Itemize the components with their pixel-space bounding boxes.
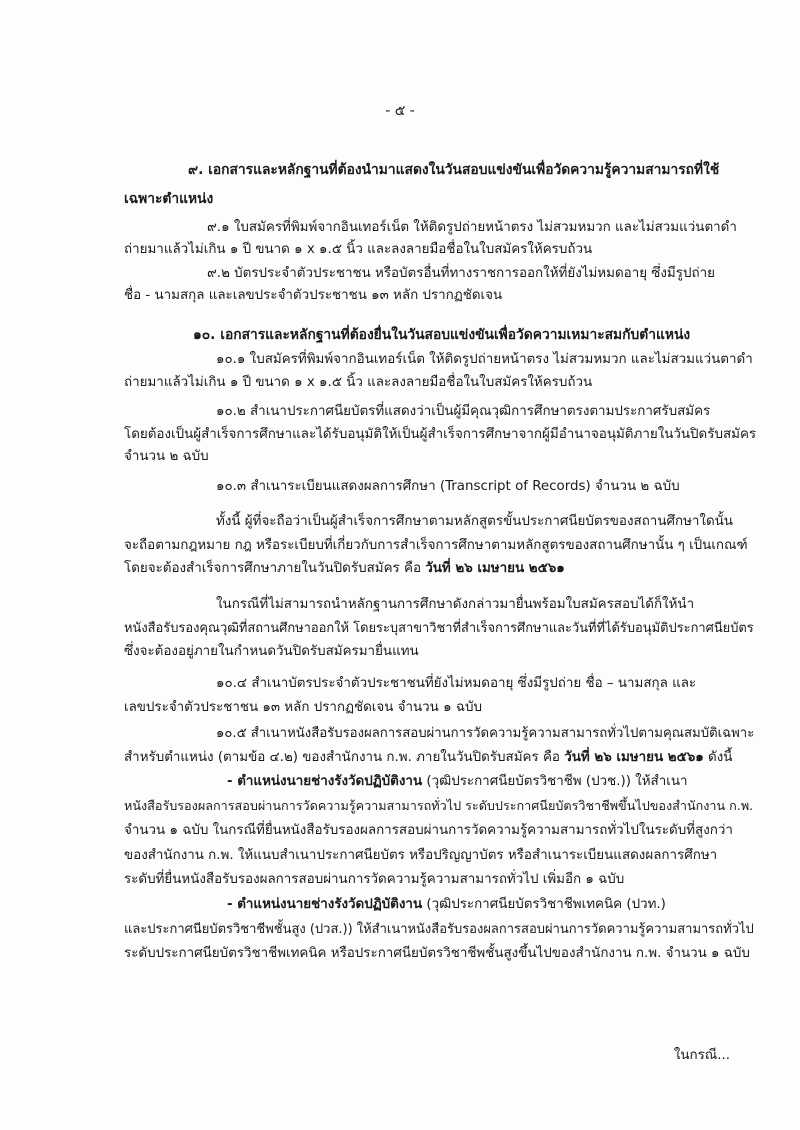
section-9-heading-cont: เฉพาะตำแหน่ง bbox=[124, 191, 214, 207]
para-note-line-3-text: โดยจะต้องสำเร็จการศึกษาภายในวันปิดรับสมัคร คือ bbox=[124, 561, 426, 576]
para-10-5-line-1: ๑๐.๕ สำเนาหนังสือรับรองผลการสอบผ่านการวัดความรู้ความสามารถทั่วไปตามคุณสมบัติเฉพาะ bbox=[216, 726, 755, 741]
para-10-2-line-1: ๑๐.๒ สำเนาประกาศนียบัตรที่แสดงว่าเป็นผู้มีคุณวุฒิการศึกษาตรงตามประกาศรับสมัคร bbox=[216, 404, 711, 419]
section-10-heading: ๑๐. เอกสารและหลักฐานที่ต้องยื่นในวันสอบแข่งขันเพื่อวัดความเหมาะสมกับตำแหน่ง bbox=[193, 327, 691, 343]
bullet-1-line-4: ของสำนักงาน ก.พ. ให้แนบสำเนาประกาศนียบัตร หรือปริญญาบัตร หรือสำเนาระเบียนแสดงผลการศึกษา bbox=[124, 848, 718, 863]
para-10-3-line-1: ๑๐.๓ สำเนาระเบียนแสดงผลการศึกษา (Transcript of Records) จำนวน ๒ ฉบับ bbox=[216, 479, 680, 494]
para-10-2-line-2: โดยต้องเป็นผู้สำเร็จการศึกษาและได้รับอนุมัติให้เป็นผู้สำเร็จการศึกษาจากผู้มีอำนาจอนุมัติภายในวันปิดรับสมัคร bbox=[124, 427, 757, 442]
bullet-1-position: - ตำแหน่งนายช่างรังวัดปฏิบัติงาน bbox=[227, 774, 423, 789]
para-10-1-line-1: ๑๐.๑ ใบสมัครที่พิมพ์จากอินเทอร์เน็ต ให้ติดรูปถ่ายหน้าตรง ไม่สวมหมวก และไม่สวมแว่นตาดำ bbox=[216, 352, 753, 367]
para-alt-line-1: ในกรณีที่ไม่สามารถนำหลักฐานการศึกษาดังกล่าวมายื่นพร้อมใบสมัครสอบได้ก็ให้นำ bbox=[216, 597, 695, 612]
deadline-date: วันที่ ๒๖ เมษายน ๒๕๖๑ bbox=[425, 561, 565, 576]
bullet-2-line-3: ระดับประกาศนียบัตรวิชาชีพเทคนิค หรือประกาศนียบัตรวิชาชีพชั้นสูงขึ้นไปของสำนักงาน ก.พ. จำนวน ๑ ฉบับ bbox=[124, 946, 750, 961]
para-10-5-line-2-end: ดังนี้ bbox=[703, 750, 733, 765]
para-10-5-line-2 bbox=[124, 748, 732, 768]
para-9-1-line-1: ๙.๑ ใบสมัครที่พิมพ์จากอินเทอร์เน็ต ให้ติดรูปถ่ายหน้าตรง ไม่สวมหมวก และไม่สวมแว่นตาดำ bbox=[207, 220, 737, 235]
bullet-1-line-2: หนังสือรับรองผลการสอบผ่านการวัดความรู้ความสามารถทั่วไป ระดับประกาศนียบัตรวิชาชีพขึ้นไปของสำนักงาน ก.พ. bbox=[124, 798, 754, 813]
para-alt-line-2: หนังสือรับรองคุณวุฒิที่สถานศึกษาออกให้ โดยระบุสาขาวิชาที่สำเร็จการศึกษาและวันที่ที่ได้รับอนุมัติประกาศนียบัตร bbox=[124, 621, 754, 636]
para-alt-line-3: ซึ่งจะต้องอยู่ภายในกำหนดวันปิดรับสมัครมายื่นแทน bbox=[124, 644, 419, 659]
bullet-1-qualification: (วุฒิประกาศนียบัตรวิชาชีพ (ปวช.)) ให้สำเนา bbox=[422, 774, 688, 789]
bullet-2-line-2: และประกาศนียบัตรวิชาชีพชั้นสูง (ปวส.)) ให้สำเนาหนังสือรับรองผลการสอบผ่านการวัดความรู้ความสามารถทั่วไป bbox=[124, 922, 754, 937]
bullet-1-line-5: ระดับที่ยื่นหนังสือรับรองผลการสอบผ่านการวัดความรู้ความสามารถทั่วไป เพิ่มอีก ๑ ฉบับ bbox=[124, 872, 625, 887]
para-10-5-line-2-text: สำหรับตำแหน่ง (ตามข้อ ๔.๒) ของสำนักงาน ก.พ. ภายในวันปิดรับสมัคร คือ bbox=[124, 750, 565, 765]
para-10-4-line-2: เลขประจำตัวประชาชน ๑๓ หลัก ปรากฏชัดเจน จำนวน ๑ ฉบับ bbox=[124, 700, 482, 715]
continuation-note: ในกรณี... bbox=[673, 1048, 730, 1063]
page-number: - ๕ - bbox=[385, 103, 415, 119]
deadline-date-2: วันที่ ๒๖ เมษายน ๒๕๖๑ bbox=[564, 750, 704, 765]
bullet-1-line-3: จำนวน ๑ ฉบับ ในกรณีที่ยื่นหนังสือรับรองผลการสอบผ่านการวัดความรู้ความสามารถทั่วไปในระดับที่สูงกว่า bbox=[124, 823, 733, 838]
bullet-2-qualification: (วุฒิประกาศนียบัตรวิชาชีพเทคนิค (ปวท.) bbox=[422, 897, 666, 912]
para-10-2-line-3: จำนวน ๒ ฉบับ bbox=[124, 449, 209, 464]
bullet-2-line-1 bbox=[227, 895, 666, 915]
para-9-1-line-2: ถ่ายมาแล้วไม่เกิน ๑ ปี ขนาด ๑ x ๑.๕ นิ้ว และลงลายมือชื่อในใบสมัครให้ครบถ้วน bbox=[124, 242, 593, 257]
para-10-1-line-2: ถ่ายมาแล้วไม่เกิน ๑ ปี ขนาด ๑ x ๑.๕ นิ้ว และลงลายมือชื่อในใบสมัครให้ครบถ้วน bbox=[124, 375, 593, 390]
section-9-heading: ๙. เอกสารและหลักฐานที่ต้องนำมาแสดงในวันสอบแข่งขันเพื่อวัดความรู้ความสามารถที่ใช้ bbox=[188, 162, 720, 178]
para-9-2-line-1: ๙.๒ บัตรประจำตัวประชาชน หรือบัตรอื่นที่ทางราชการออกให้ที่ยังไม่หมดอายุ ซึ่งมีรูปถ่าย bbox=[207, 266, 715, 281]
para-note-line-2: จะถือตามกฎหมาย กฎ หรือระเบียบที่เกี่ยวกับการสำเร็จการศึกษาตามหลักสูตรของสถานศึกษานั้น ๆ เป็นเกณฑ์ bbox=[124, 538, 748, 553]
para-note-line-1: ทั้งนี้ ผู้ที่จะถือว่าเป็นผู้สำเร็จการศึกษาตามหลักสูตรขั้นประกาศนียบัตรของสถานศึกษาใดนั้น bbox=[216, 514, 733, 529]
para-10-4-line-1: ๑๐.๔ สำเนาบัตรประจำตัวประชาชนที่ยังไม่หมดอายุ ซึ่งมีรูปถ่าย ชื่อ – นามสกุล และ bbox=[216, 676, 697, 691]
bullet-2-position: - ตำแหน่งนายช่างรังวัดปฏิบัติงาน bbox=[227, 897, 423, 912]
para-9-2-line-2: ชื่อ - นามสกุล และเลขประจำตัวประชาชน ๑๓ หลัก ปรากฏชัดเจน bbox=[124, 288, 503, 303]
para-note-line-3 bbox=[124, 559, 565, 579]
bullet-1-line-1 bbox=[227, 772, 688, 792]
